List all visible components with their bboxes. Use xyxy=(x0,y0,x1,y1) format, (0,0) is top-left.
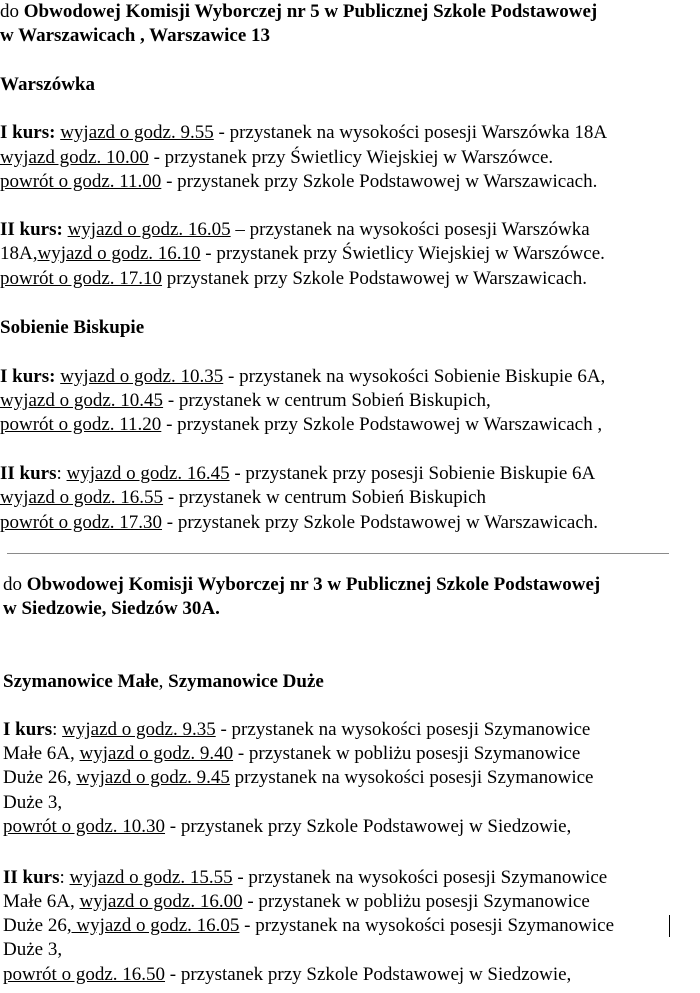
stop-description: - przystanek przy posesji Sobienie Biskupie 6A xyxy=(229,463,596,484)
section2-header-line1 xyxy=(3,574,600,596)
sobienie-kurs2-line2 xyxy=(0,487,486,509)
kurs-label: II kurs: xyxy=(0,219,63,240)
departure-time-link: wyjazd o godz. 10.45 xyxy=(0,390,164,411)
kurs-label: II kurs xyxy=(0,463,57,484)
place-name: Szymanowice Małe xyxy=(3,671,159,692)
departure-time-link: wyjazd o godz. 9.45 xyxy=(76,767,230,788)
szym-kurs1-line2 xyxy=(3,743,580,765)
stop-description: przystanek przy Szkole Podstawowej w Warszawicach. xyxy=(162,268,587,289)
stop-description: Duże 26, xyxy=(3,767,77,788)
szym-kurs1-line1 xyxy=(3,719,590,741)
stop-description: - przystanek przy Szkole Podstawowej w Siedzowie, xyxy=(165,816,572,837)
departure-time-link: wyjazd godz. 10.00 xyxy=(0,147,149,168)
stop-description: Duże 26 xyxy=(3,915,67,936)
departure-time-link: wyjazd o godz. 10.35 xyxy=(60,366,224,387)
stop-description: - przystanek na wysokości posesji Szymanowice xyxy=(239,915,615,936)
sobienie-kurs1-line2 xyxy=(0,390,491,412)
departure-time-link: wyjazd o godz. 9.40 xyxy=(79,743,234,764)
kurs-label-colon: : xyxy=(52,719,63,740)
departure-time-link: wyjazd o godz. 15.55 xyxy=(69,867,233,888)
stop-description: Małe 6A, xyxy=(3,891,80,912)
departure-time-link: wyjazd o godz. 16.45 xyxy=(66,463,230,484)
sobienie-kurs1-line3 xyxy=(0,414,602,436)
return-time-link: powrót o godz. 10.30 xyxy=(3,816,166,837)
place-title-warszowka: Warszówka xyxy=(0,74,95,95)
warszowka-kurs1-line3 xyxy=(0,171,597,193)
warszowka-kurs2-line1 xyxy=(0,219,590,241)
section1-header-line2: w Warszawicach , Warszawice 13 xyxy=(0,25,271,46)
stop-description: - przystanek przy Szkole Podstawowej w Warszawicach. xyxy=(162,512,599,533)
kurs-label-colon: : xyxy=(59,867,70,888)
szym-kurs1-line3 xyxy=(3,767,593,789)
stop-description: - przystanek przy Szkole Podstawowej w Warszawicach. xyxy=(161,171,598,192)
sobienie-kurs2-line1 xyxy=(0,463,595,485)
header-prefix: do xyxy=(0,1,24,22)
szym-kurs1-line4: Duże 3, xyxy=(3,792,63,813)
departure-time-link: , wyjazd o godz. 16.05 xyxy=(66,915,240,936)
stop-description: 18A, xyxy=(0,243,38,264)
kurs-label: II kurs xyxy=(3,867,60,888)
place-name: Szymanowice Duże xyxy=(168,671,324,692)
return-time-link: powrót o godz. 17.30 xyxy=(0,512,163,533)
sobienie-kurs2-line3 xyxy=(0,512,598,534)
szym-kurs1-line5 xyxy=(3,816,571,838)
szym-kurs2-line1 xyxy=(3,867,607,889)
stop-description: przystanek na wysokości posesji Szymanowice xyxy=(229,767,594,788)
stop-description: - przystanek w centrum Sobień Biskupich xyxy=(163,487,486,508)
header-prefix: do xyxy=(3,574,27,595)
warszowka-kurs2-line3 xyxy=(0,268,587,290)
kurs-label: I kurs: xyxy=(0,122,56,143)
szym-kurs2-line5 xyxy=(3,964,571,986)
commission-name: Obwodowej Komisji Wyborczej nr 3 w Publicznej Szkole Podstawowej xyxy=(26,574,601,595)
stop-description: - przystanek przy Świetlicy Wiejskiej w Warszówce. xyxy=(148,147,554,168)
return-time-link: powrót o godz. 17.10 xyxy=(0,268,163,289)
stop-description: Małe 6A, xyxy=(3,743,80,764)
kurs-label: I kurs xyxy=(3,719,53,740)
stop-description: - przystanek na wysokości Sobienie Biskupie 6A, xyxy=(223,366,606,387)
place-title-sobienie: Sobienie Biskupie xyxy=(0,317,145,338)
section-divider xyxy=(7,553,669,554)
return-time-link: powrót o godz. 11.00 xyxy=(0,171,162,192)
szym-kurs2-line3 xyxy=(3,915,614,937)
section2-header-line2: w Siedzowie, Siedzów 30A. xyxy=(3,598,220,619)
warszowka-kurs2-line2 xyxy=(0,243,605,265)
place-title-szymanowice xyxy=(3,671,324,693)
departure-time-link: wyjazd o godz. 16.00 xyxy=(79,891,243,912)
commission-name: Obwodowej Komisji Wyborczej nr 5 w Publicznej Szkole Podstawowej xyxy=(23,1,598,22)
warszowka-kurs1-line2 xyxy=(0,147,553,169)
section1-header-line1 xyxy=(0,1,597,23)
return-time-link: powrót o godz. 16.50 xyxy=(3,964,166,985)
stop-description: - przystanek w centrum Sobień Biskupich, xyxy=(163,390,491,411)
stop-description: - przystanek w pobliżu posesji Szymanowice xyxy=(242,891,590,912)
stop-description: - przystanek przy Szkole Podstawowej w Siedzowie, xyxy=(165,964,572,985)
stop-description: – przystanek na wysokości posesji Warszówka xyxy=(230,219,590,240)
stop-description: - przystanek na wysokości posesji Warszówka 18A xyxy=(213,122,608,143)
stop-description: - przystanek w pobliżu posesji Szymanowice xyxy=(233,743,581,764)
departure-time-link: wyjazd o godz. 9.35 xyxy=(62,719,216,740)
departure-time-link: wyjazd o godz. 16.55 xyxy=(0,487,164,508)
kurs-label-colon: : xyxy=(56,463,62,484)
departure-time-link: wyjazd o godz. 9.55 xyxy=(60,122,214,143)
sobienie-kurs1-line1 xyxy=(0,366,605,388)
szym-kurs2-line2 xyxy=(3,891,590,913)
stop-description: - przystanek na wysokości posesji Szymanowice xyxy=(232,867,608,888)
szym-kurs2-line4: Duże 3, xyxy=(3,939,63,960)
departure-time-link: wyjazd o godz. 16.10 xyxy=(37,243,201,264)
place-separator: , xyxy=(158,671,169,692)
text-cursor xyxy=(669,915,670,937)
kurs-label: I kurs: xyxy=(0,366,56,387)
return-time-link: powrót o godz. 11.20 xyxy=(0,414,162,435)
stop-description: - przystanek na wysokości posesji Szymanowice xyxy=(215,719,591,740)
stop-description: - przystanek przy Świetlicy Wiejskiej w Warszówce. xyxy=(200,243,605,264)
departure-time-link: wyjazd o godz. 16.05 xyxy=(67,219,231,240)
warszowka-kurs1-line1 xyxy=(0,122,607,144)
stop-description: - przystanek przy Szkole Podstawowej w Warszawicach , xyxy=(161,414,603,435)
